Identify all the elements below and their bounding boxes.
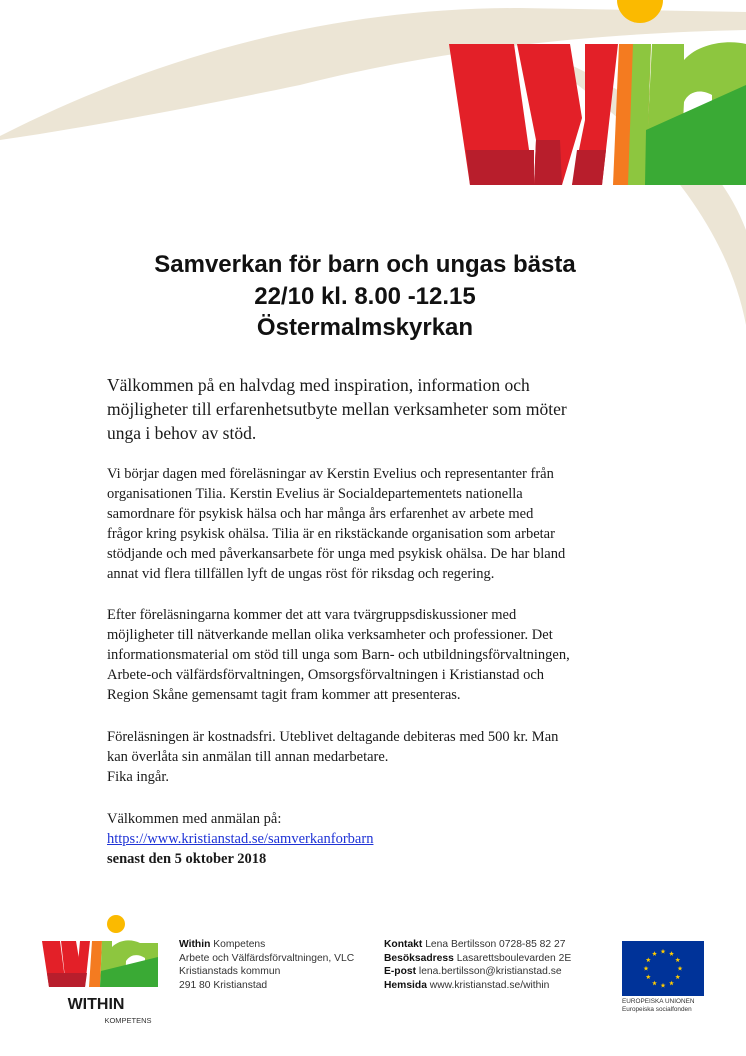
email-label: E-post <box>384 966 417 978</box>
registration-deadline: senast den 5 oktober 2018 <box>107 851 267 867</box>
visit-value: Lasarettsboulevarden 2E <box>453 952 572 964</box>
paragraph-line: kan överlåta sin anmälan till annan medarbetare. <box>107 749 389 765</box>
logo-i-dot <box>107 915 125 933</box>
logo-subtext: KOMPETENS <box>104 1016 152 1025</box>
visit-label: Besöksadress <box>384 952 454 964</box>
web-label: Hemsida <box>384 979 427 991</box>
footer-contact <box>384 938 571 992</box>
paragraph-line: samordnare för psykisk hälsa och har många års erfarenhet av arbete med <box>107 506 534 522</box>
contact-value: Lena Bertilsson 0728-85 82 27 <box>422 939 566 950</box>
org-municipality: Kristianstads kommun <box>179 966 281 978</box>
web-value[interactable]: www.kristianstad.se/within <box>426 979 550 991</box>
logo-wordmark: WITHIN <box>67 996 125 1013</box>
title-line-2: 22/10 kl. 8.00 -12.15 <box>254 282 476 310</box>
paragraph-line: Föreläsningen är kostnadsfri. Uteblivet deltagande debiteras med 500 kr. Man <box>107 729 559 745</box>
paragraph-line: Fika ingår. <box>107 769 170 785</box>
title-line-1: Samverkan för barn och ungas bästa <box>154 251 576 278</box>
org-name-bold: Within <box>179 939 211 950</box>
contact-label: Kontakt <box>384 939 423 950</box>
title-line-3: Östermalmskyrkan <box>256 314 474 341</box>
discussions-paragraph <box>107 605 647 705</box>
eu-flag-icon <box>622 941 704 996</box>
paragraph-line: Region Skåne gemensamt tagit fram kommer att presenteras. <box>107 687 461 703</box>
paragraph-line: Vi börjar dagen med föreläsningar av Kerstin Evelius och representanter från <box>107 466 554 482</box>
registration-block <box>107 809 647 869</box>
paragraph-line: Arbete-och välfärdsförvaltningen, Omsorgsförvaltningen i Kristianstad och <box>107 667 545 683</box>
org-address: 291 80 Kristianstad <box>179 979 268 991</box>
registration-link[interactable]: https://www.kristianstad.se/samverkanforbarn <box>107 831 374 847</box>
paragraph-line: organisationen Tilia. Kerstin Evelius är Socialdepartementets nationella <box>107 486 523 502</box>
event-title <box>0 249 730 344</box>
within-logo <box>40 913 165 1031</box>
org-department: Arbete och Välfärdsförvaltningen, VLC <box>179 952 355 964</box>
email-value[interactable]: lena.bertilsson@kristianstad.se <box>416 966 562 978</box>
cost-paragraph <box>107 727 647 787</box>
paragraph-line: Efter föreläsningarna kommer det att vara tvärgruppsdiskussioner med <box>107 607 517 623</box>
paragraph-line: möjligheter till nätverkande mellan olika verksamheter och professioner. Det <box>107 627 553 643</box>
footer-organization <box>179 938 354 992</box>
intro-line: unga i behov av stöd. <box>107 423 257 443</box>
eu-caption-line-1: EUROPEISKA UNIONEN <box>622 998 695 1005</box>
paragraph-line: annat vid flera tillfällen lyft de ungas röst för riksdag och regering. <box>107 566 495 582</box>
eu-caption <box>622 998 694 1013</box>
paragraph-line: frågor kring psykisk ohälsa. Tilia är en rikstäckande organisation som arbetar <box>107 526 555 542</box>
eu-caption-line-2: Europeiska socialfonden <box>622 1005 692 1013</box>
intro-line: Välkommen på en halvdag med inspiration, information och <box>107 375 530 395</box>
registration-text: Välkommen med anmälan på: <box>107 811 282 827</box>
speakers-paragraph <box>107 464 647 584</box>
intro-paragraph <box>107 373 647 445</box>
intro-line: möjligheter till erfarenhetsutbyte mellan verksamheter som möter <box>107 399 567 419</box>
paragraph-line: stödjande och med påverkansarbete för unga med psykisk ohälsa. De har bland <box>107 546 566 562</box>
paragraph-line: informationsmaterial om stöd till unga som Barn- och utbildningsförvaltningen, <box>107 647 570 663</box>
org-name-rest: Kompetens <box>210 939 266 950</box>
